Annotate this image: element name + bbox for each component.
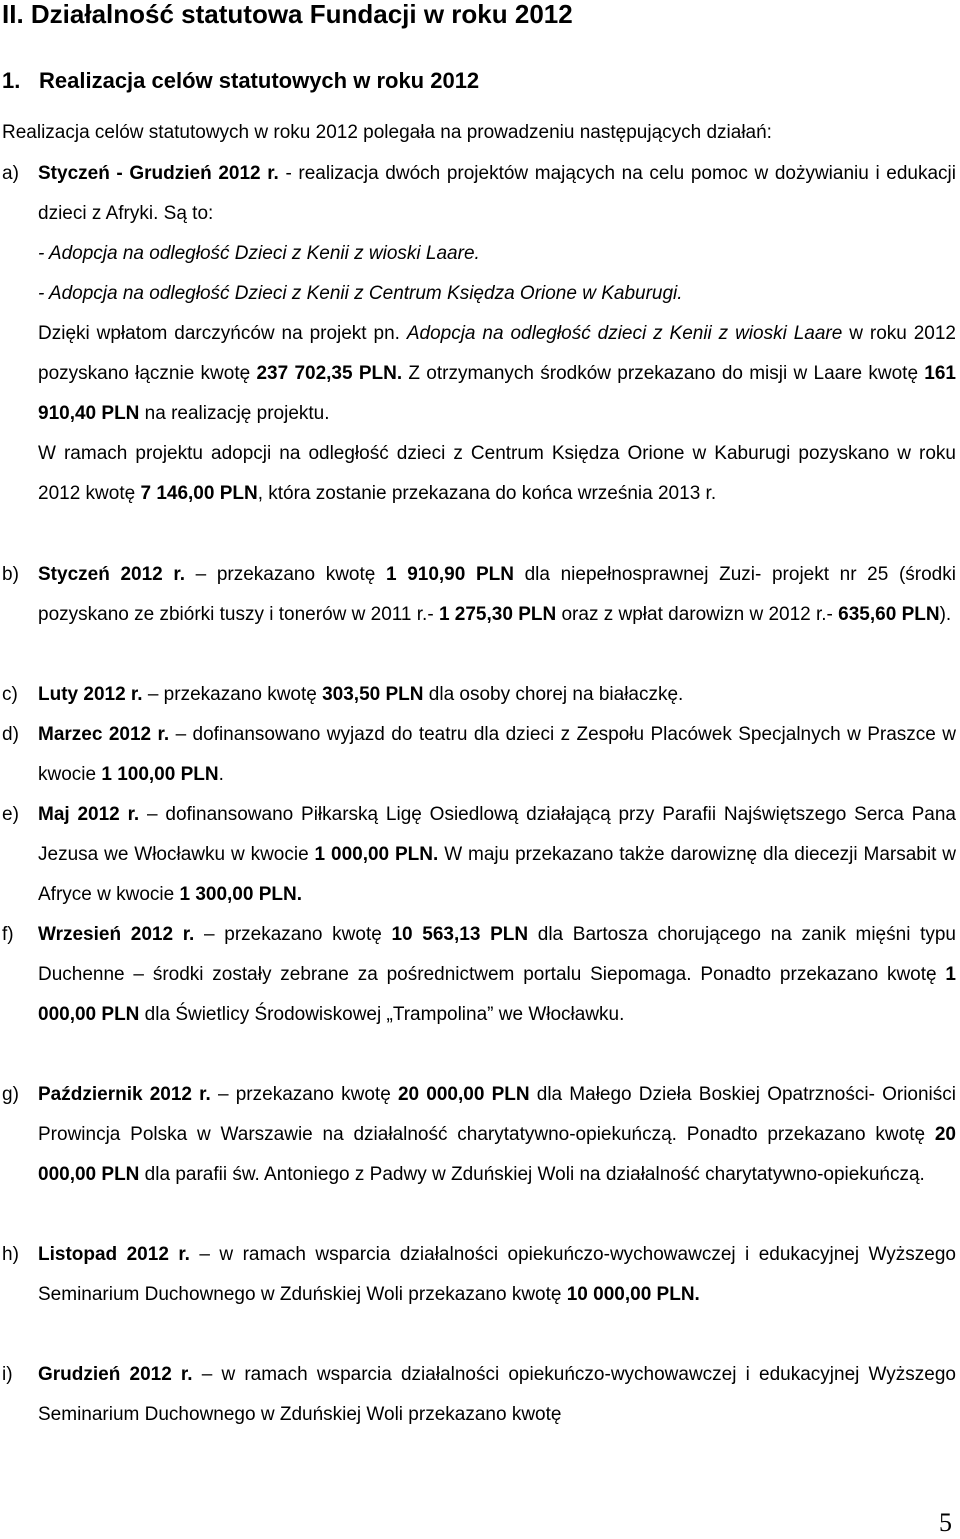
amount: 1 275,30 PLN (438, 604, 557, 625)
amount: 303,50 PLN (322, 684, 424, 705)
item-paragraph (38, 314, 956, 434)
amount: 10 000,00 PLN. (566, 1284, 700, 1305)
item-body (38, 1075, 956, 1195)
amount: 20 000,00 PLN (38, 1124, 956, 1185)
chapter-heading: II. Działalność statutowa Fundacji w roku 2012 (2, 0, 573, 29)
item-body (38, 795, 956, 915)
amount: 1 300,00 PLN. (179, 884, 303, 905)
amount: 20 000,00 PLN (397, 1084, 530, 1105)
item-date: Marzec 2012 r. (38, 724, 170, 745)
item-text: dla Świetlicy Środowiskowej „Trampolina” we Włocławku. (139, 1004, 625, 1025)
item-marker: b) (2, 564, 19, 585)
item-text: W maju przekazano także darowiznę dla diecezji Marsabit w Afryce w kwocie (38, 844, 956, 905)
item-text: – przekazano kwotę (210, 1084, 398, 1105)
item-paragraph (38, 434, 956, 514)
amount: 1 000,00 PLN (38, 964, 956, 1025)
item-text: - realizacja dwóch projektów mających na celu pomoc w dożywianiu i edukacji dzieci z Afryki. Są to: (38, 163, 956, 224)
item-marker: a) (2, 163, 19, 184)
item-text: dla niepełnosprawnej Zuzi- projekt nr 25 (środki pozyskano ze zbiórki tuszy i tonerów w 2011 r.- (38, 564, 956, 625)
item-body (38, 915, 956, 1035)
item-text: Dzięki wpłatom darczyńców na projekt pn. (38, 323, 407, 344)
item-body (38, 1355, 956, 1435)
amount: 7 146,00 PLN (140, 483, 258, 504)
item-marker: g) (2, 1084, 19, 1105)
item-text: – dofinansowano wyjazd do teatru dla dzieci z Zespołu Placówek Specjalnych w Praszce w kwocie (38, 724, 956, 785)
amount: 1 100,00 PLN (101, 764, 219, 785)
project-name: Adopcja na odległość dzieci z Kenii z wioski Laare (406, 323, 843, 344)
item-text: – przekazano kwotę (142, 684, 323, 705)
item-body (38, 675, 956, 715)
item-date: Styczeń - Grudzień 2012 r. (38, 163, 279, 184)
item-marker: c) (2, 684, 18, 705)
project-line-laare: - Adopcja na odległość Dzieci z Kenii z wioski Laare. (38, 243, 480, 264)
item-date: Wrzesień 2012 r. (38, 924, 195, 945)
item-text: dla Małego Dzieła Boskiej Opatrzności- Orioniści Prowincja Polska w Warszawie na działalność charytatywno-opiekuńczą. Ponadto przekazano kwotę (38, 1084, 956, 1145)
item-text: – dofinansowano Piłkarską Ligę Osiedlową działającą przy Parafii Najświętszego Serca Pana Jezusa we Włocławku w kwocie (38, 804, 957, 865)
item-marker: f) (2, 924, 14, 945)
item-text: dla Bartosza chorującego na zanik mięśni typu Duchenne – środki zostały zebrane za pośrednictwem portalu Siepomaga. Ponadto przekazano kwotę (38, 924, 957, 985)
amount: 1 000,00 PLN. (314, 844, 439, 865)
item-date: Grudzień 2012 r. (38, 1364, 193, 1385)
item-date: Listopad 2012 r. (38, 1244, 190, 1265)
amount: 10 563,13 PLN (391, 924, 529, 945)
item-body (38, 715, 956, 795)
item-marker: e) (2, 804, 19, 825)
item-date: Październik 2012 r. (38, 1084, 211, 1105)
item-text: dla osoby chorej na białaczkę. (423, 684, 684, 705)
amount: 635,60 PLN (838, 604, 940, 625)
intro-paragraph: Realizacja celów statutowych w roku 2012 polegała na prowadzeniu następujących działań: (2, 122, 772, 143)
item-text: – przekazano kwotę (194, 924, 392, 945)
item-date: Styczeń 2012 r. (38, 564, 185, 585)
item-marker: i) (2, 1364, 13, 1385)
item-text: oraz z wpłat darowizn w 2012 r.- (556, 604, 839, 625)
item-text: Z otrzymanych środków przekazano do misji w Laare kwotę (402, 363, 925, 384)
item-text: – w ramach wsparcia działalności opiekuńczo-wychowawczej i edukacyjnej Wyższego Seminarium Duchownego w Zduńskiej Woli przekazano kwotę (38, 1244, 956, 1305)
item-text: w roku 2012 pozyskano łącznie kwotę (38, 323, 957, 384)
section-title: Realizacja celów statutowych w roku 2012 (39, 68, 480, 93)
item-text: . (218, 764, 224, 785)
project-line-kaburugi: - Adopcja na odległość Dzieci z Kenii z Centrum Księdza Orione w Kaburugi. (38, 283, 683, 304)
section-heading (2, 64, 479, 98)
item-body (38, 1235, 956, 1315)
item-text: – przekazano kwotę (184, 564, 386, 585)
item-marker: h) (2, 1244, 19, 1265)
item-text: dla parafii św. Antoniego z Padwy w Zduńskiej Woli na działalność charytatywno-opiekuńczą. (139, 1164, 925, 1185)
item-body (38, 555, 956, 635)
item-text: , która zostanie przekazana do końca września 2013 r. (257, 483, 717, 504)
amount: 161 910,40 PLN (38, 363, 956, 424)
item-marker: d) (2, 724, 19, 745)
item-text: – w ramach wsparcia działalności opiekuńczo-wychowawczej i edukacyjnej Wyższego Seminarium Duchownego w Zduńskiej Woli przekazano kwotę (38, 1364, 956, 1425)
item-text: ). (939, 604, 952, 625)
item-date: Maj 2012 r. (38, 804, 140, 825)
page-number: 5 (939, 1508, 952, 1537)
amount: 1 910,90 PLN (385, 564, 514, 585)
item-text: na realizację projektu. (139, 403, 330, 424)
amount: 237 702,35 PLN. (256, 363, 403, 384)
item-text: W ramach projektu adopcji na odległość dzieci z Centrum Księdza Orione w Kaburugi pozyskano w roku 2012 kwotę (38, 443, 956, 504)
item-date: Luty 2012 r. (38, 684, 143, 705)
section-number: 1. (2, 68, 21, 93)
item-body (38, 154, 956, 514)
